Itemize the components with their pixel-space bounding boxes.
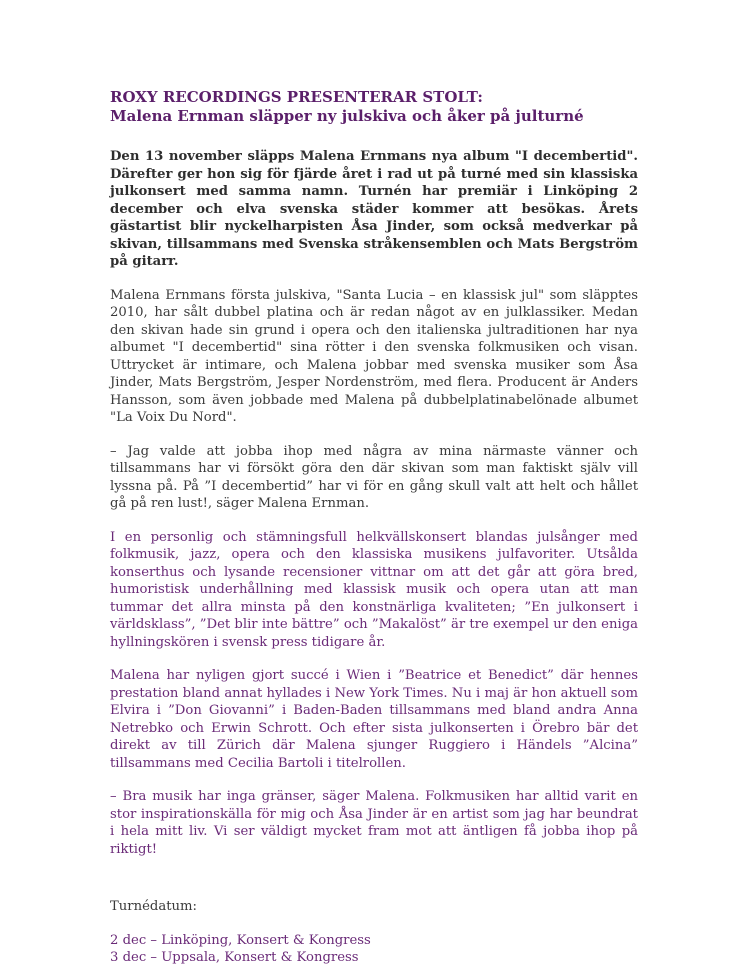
body-paragraph-quote: – Jag valde att jobba ihop med några av mina närmaste vänner och tillsammans har vi försökt göra den där skivan som man faktiskt själv vill lyssna på. På ”I decembertid” har vi för en gång skull valt att helt och hållet gå på ren lust!, säger Malena Ernman. (110, 443, 638, 511)
tour-dates-list (110, 932, 638, 967)
heading-line-2: Malena Ernman släpper ny julskiva och åker på julturné (110, 107, 584, 125)
lead-paragraph: Den 13 november släpps Malena Ernmans nya album "I decembertid". Därefter ger hon sig för fjärde året i rad ut på turné med sin klassiska julkonsert med samma namn. Turnén har premiär i Linköping 2 december och elva svenska städer kommer att besökas. Årets gästartist blir nyckelharpisten Åsa Jinder, som också medverkar på skivan, tillsammans med Svenska stråkensemblen och Mats Bergström på gitarr. (110, 149, 638, 269)
press-release-page (110, 88, 638, 967)
body-paragraph-first-album: Malena Ernmans första julskiva, "Santa Lucia – en klassisk jul" som släpptes 2010, har sålt dubbel platina och är redan något av en julklassiker. Medan den skivan hade sin grund i opera och den italienska jultraditionen har nya albumet "I decembertid" sina rötter i den svenska folkmusiken och visan. Uttrycket är intimare, och Malena jobbar med svenska musiker som Åsa Jinder, Mats Bergström, Jesper Nordenström, med flera. Producent är Anders Hansson, som även jobbade med Malena på dubbelplatinabelönade albumet "La Voix Du Nord". (110, 287, 638, 425)
tour-date-item: 3 dec – Uppsala, Konsert & Kongress (110, 950, 359, 965)
body-paragraph-closing-quote: – Bra musik har inga gränser, säger Malena. Folkmusiken har alltid varit en stor inspirationskälla för mig och Åsa Jinder är en artist som jag har beundrat i hela mitt liv. Vi ser väldigt mycket fram mot att äntligen få jobba ihop på riktigt! (110, 789, 638, 857)
tour-dates-title: Turnédatum: (110, 899, 197, 914)
tour-date-item: 2 dec – Linköping, Konsert & Kongress (110, 932, 371, 948)
body-paragraph-career: Malena har nyligen gjort succé i Wien i ”Beatrice et Benedict” där hennes prestation bland annat hyllades i New York Times. Nu i maj är hon aktuell som Elvira i ”Don Giovanni” i Baden-Baden tillsammans med bland andra Anna Netrebko och Erwin Schrott. Och efter sista julkonserten i Örebro bär det direkt av till Zürich där Malena sjunger Ruggiero i Händels ”Alcina” tillsammans med Cecilia Bartoli i titelrollen. (110, 668, 638, 771)
press-release-heading (110, 88, 638, 126)
body-paragraph-concert: I en personlig och stämningsfull helkvällskonsert blandas julsånger med folkmusik, jazz, opera och den klassiska musikens julfavoriter. Utsålda konserthus och lysande recensioner vittnar om att det går att göra bred, humoristisk underhållning med klassisk musik och opera utan att man tummar det allra minsta på den konstnärliga kvaliteten; ”En julkonsert i världsklass”, ”Det blir inte bättre” och ”Makalöst” är tre exempel ur den eniga hyllningskören i svensk press tidigare år. (110, 529, 638, 650)
heading-line-1: ROXY RECORDINGS PRESENTERAR STOLT: (110, 88, 483, 106)
